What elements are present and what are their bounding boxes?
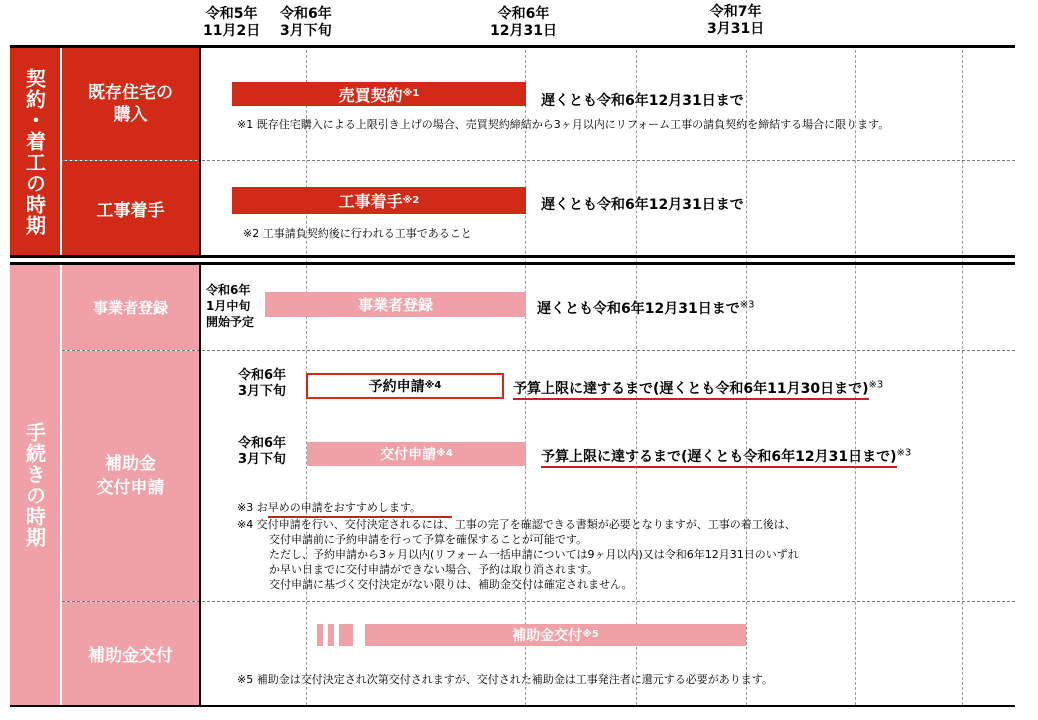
row-divider [62,160,1015,161]
category-contract-period: 契約・着工の時期 [10,48,60,255]
timeline-header-2024-03: 令和6年 3月下旬 [280,6,332,39]
timeline-header-2025-03: 令和7年 3月31日 [707,4,765,37]
gridline [636,45,637,705]
row-label-purchase: 既存住宅の購入 [62,48,199,160]
deadline-reservation: 予算上限に達するまで(遅くとも令和6年11月30日まで)$^{※3}$ [513,378,883,398]
bar-construction-start: 工事着手 ※2 [232,187,526,214]
reservation-date: 令和6年 3月下旬 [238,368,287,399]
bar-payment-stripes [317,624,355,646]
section-divider [10,255,1015,258]
deadline-grant-application: 予算上限に達するまで(遅くとも令和6年12月31日まで)$^{※3}$ [541,446,911,466]
deadline-construction: 遅くとも令和6年12月31日まで [541,197,744,213]
gridline [746,45,747,705]
bar-payment: 補助金交付 ※5 [365,624,746,646]
row-divider [62,350,1015,351]
row-label-payment: 補助金交付 [62,602,199,705]
timeline-header-2024-12: 令和6年 12月31日 [490,6,557,39]
gridline [855,45,856,705]
deadline-registration: 遅くとも令和6年12月31日まで$^{※3}$ [537,299,755,317]
bar-reservation: 予約申請 ※4 [306,373,504,399]
bottom-border [10,705,1015,707]
deadline-purchase: 遅くとも令和6年12月31日まで [541,93,744,109]
gridline [525,45,526,705]
grant-application-date: 令和6年 3月下旬 [238,436,287,467]
row-label-application: 補助金 交付申請 [62,351,199,601]
timeline-header-2023-11: 令和5年 11月2日 [203,6,261,39]
row-divider [62,601,1015,602]
bar-sales-contract: 売買契約 ※1 [232,82,526,106]
registration-start-date: 令和6年 1月中旬 開始予定 [206,283,255,329]
note-5: ※5 補助金は交付決定され次第交付されますが、交付された補助金は工事発注者に還元する必要があります。 [237,673,773,686]
row-label-registration: 事業者登録 [62,265,199,350]
note-1: ※1 既存住宅購入による上限引き上げの場合、売買契約締結から3ヶ月以内にリフォーム工事の請負契約を締結する場合に限ります。 [237,118,890,131]
gridline [962,45,963,705]
bar-grant-application: 交付申請 ※4 [307,442,526,466]
note-2: ※2 工事請負契約後に行われる工事であること [243,227,472,240]
note-4: ※4 交付申請を行い、交付決定されるには、工事の完了を確認できる書類が必要となりますが、工事の着工後は、 交付申請前に予約申請を行って予算を確保することが可能です。 ただし、予約申請から3ヶ月以内(リフォーム一括申請については9ヶ月以内)又は令和6年12月31日のいずれ か早い日までに交付申請ができない場合、予約は取り消されます。 交付申請に基づく交付決定がない限りは、補助金交付は確定されません。 [237,518,799,591]
column-separator [199,265,201,705]
column-separator [199,48,201,255]
bar-registration: 事業者登録 [265,292,526,317]
note-3: ※3 お早めの申請をおすすめします。 [237,501,421,514]
row-label-construction: 工事着手 [62,161,199,255]
category-procedure-period: 手続きの時期 [10,265,60,705]
